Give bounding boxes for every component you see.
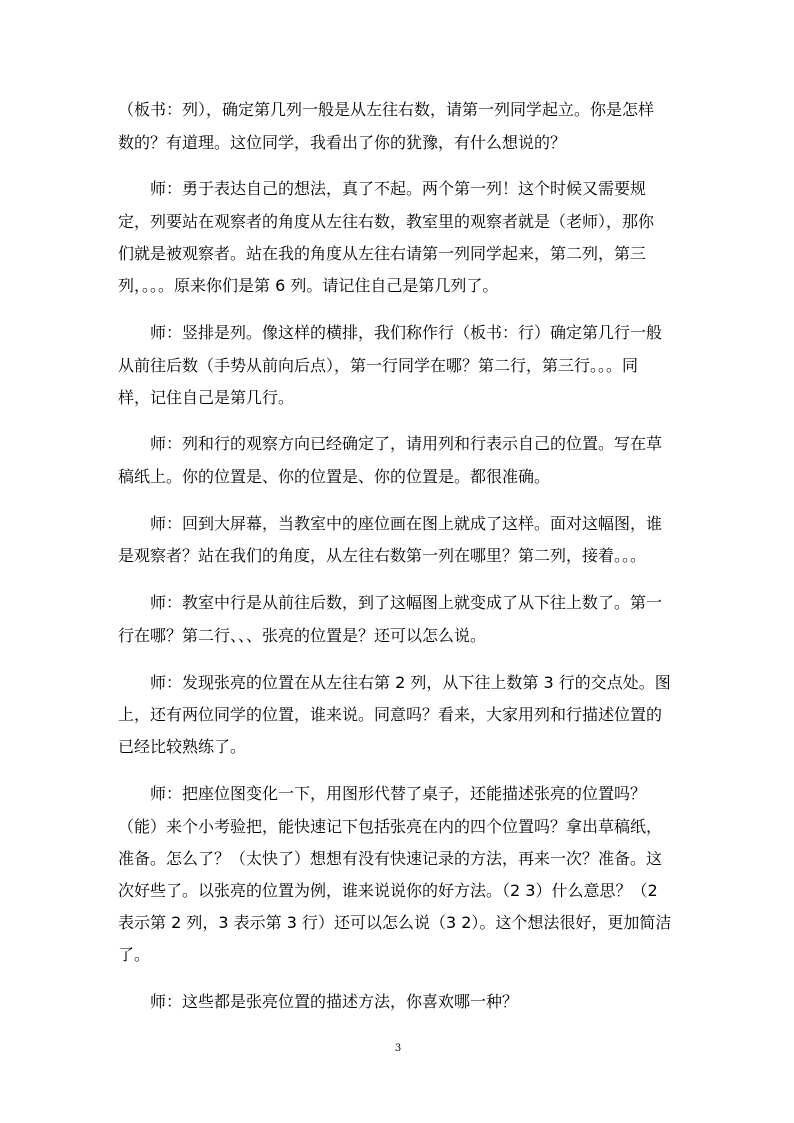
text-line: 了。 <box>118 945 151 964</box>
text-line: 师：把座位图变化一下，用图形代替了桌子，还能描述张亮的位置吗？ <box>150 784 647 803</box>
text-line: 师：列和行的观察方向已经确定了，请用列和行表示自己的位置。写在草 <box>150 434 663 453</box>
text-line: （板书：列），确定第几列一般是从左往右数，请第一列同学起立。你是怎样 <box>118 100 655 119</box>
text-line: 从前往后数（手势从前向后点），第一行同学在哪？第二行，第三行。。。同 <box>118 356 639 375</box>
text-line: 已经比较熟练了。 <box>118 737 247 756</box>
text-line: 是观察者？站在我们的角度，从左往右数第一列在哪里？第二列，接着。。。 <box>118 546 647 565</box>
text-line: 上，还有两位同学的位置，谁来说。同意吗？看来，大家用列和行描述位置的 <box>118 705 663 724</box>
text-line: 列，。。。原来你们是第 6 列。请记住自己是第几列了。 <box>118 276 499 295</box>
text-line: 们就是被观察者。站在我的角度从左往右请第一列同学起来，第二列，第三 <box>118 244 647 263</box>
text-line: 师：这些都是张亮位置的描述方法，你喜欢哪一种？ <box>150 992 519 1011</box>
text-line: 准备。怎么了？（太快了）想想有没有快速记录的方法，再来一次？准备。这 <box>118 849 663 868</box>
text-line: 师：回到大屏幕，当教室中的座位画在图上就成了这样。面对这幅图，谁 <box>150 514 663 533</box>
text-line: 师：竖排是列。像这样的横排，我们称作行（板书：行）确定第几行一般 <box>150 323 663 342</box>
text-line: 稿纸上。你的位置是、你的位置是、你的位置是。都很准确。 <box>118 467 551 486</box>
text-line: 师：教室中行是从前往后数，到了这幅图上就变成了从下往上数了。第一 <box>150 593 663 612</box>
text-line: 师：勇于表达自己的想法，真了不起。两个第一列！这个时候又需要规 <box>150 179 647 198</box>
page-number: 3 <box>394 1043 402 1054</box>
text-line: 师：发现张亮的位置在从左往右第 2 列，从下往上数第 3 行的交点处。图 <box>150 673 671 692</box>
text-line: 行在哪？第二行、、、张亮的位置是？还可以怎么说。 <box>118 626 487 645</box>
text-line: 数的？有道理。这位同学，我看出了你的犹豫，有什么想说的？ <box>118 133 567 152</box>
text-line: 次好些了。以张亮的位置为例，谁来说说你的好方法。（2 3）什么意思？（2 <box>118 881 658 900</box>
text-line: 样，记住自己是第几行。 <box>118 388 295 407</box>
text-line: 表示第 2 列，3 表示第 3 行）还可以怎么说（3 2）。这个想法很好，更加简洁 <box>118 913 672 932</box>
text-line: 定，列要站在观察者的角度从左往右数，教室里的观察者就是（老师），那你 <box>118 212 655 231</box>
text-line: （能）来个小考验把，能快速记下包括张亮在内的四个位置吗？拿出草稿纸， <box>118 817 663 836</box>
